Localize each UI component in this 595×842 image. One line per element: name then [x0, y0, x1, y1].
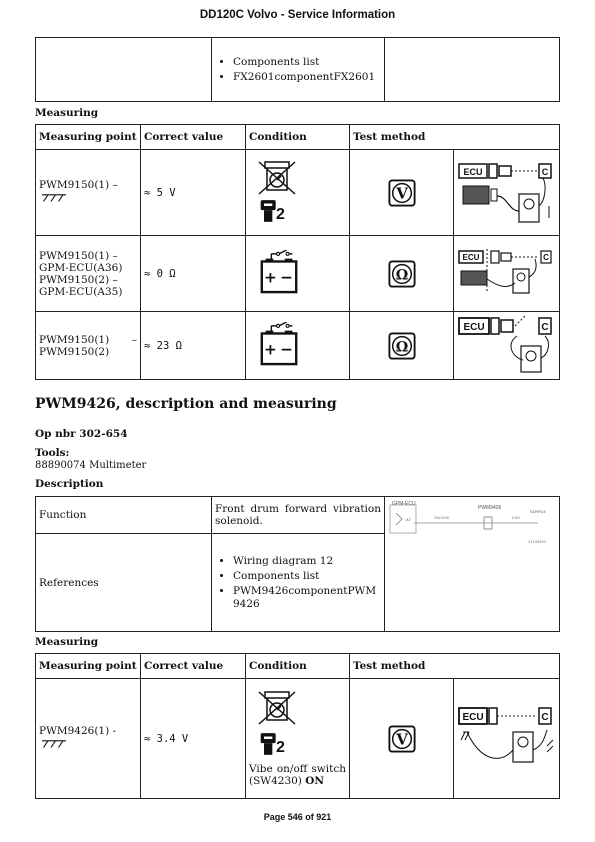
- engine-off-icon: [257, 160, 297, 196]
- measuring-point: PWM9150(1) – GPM-ECU(A36) PWM9150(2) – GPM-ECU(A35): [36, 236, 141, 312]
- svg-text:C: C: [543, 253, 549, 262]
- svg-text:GPM-ECU: GPM-ECU: [392, 501, 416, 507]
- function-value: Front drum forward vibration solenoid.: [212, 497, 385, 534]
- test-method-cell: [350, 312, 454, 380]
- references-cell: [212, 534, 385, 632]
- column-header: Test method: [350, 654, 560, 679]
- svg-text:ECU: ECU: [462, 712, 484, 723]
- table-row: [36, 236, 560, 312]
- diagram-cell: [385, 38, 560, 102]
- svg-text:S1RFG4: S1RFG4: [530, 509, 546, 514]
- measuring-table-2: [35, 653, 560, 799]
- correct-value: ≈ 5 V: [141, 150, 246, 236]
- column-header: Condition: [246, 654, 350, 679]
- reference-item: • PWM9426componentPWM 9426: [233, 585, 381, 611]
- test-method-cell: [350, 236, 454, 312]
- empty-cell: [36, 38, 212, 102]
- condition-cell: [246, 679, 350, 799]
- svg-text:ECU: ECU: [462, 253, 480, 262]
- column-header: Correct value: [141, 654, 246, 679]
- condition-cell: [246, 312, 350, 380]
- page-header: DD120C Volvo - Service Information: [199, 9, 396, 21]
- test-setup-cell: [454, 150, 560, 236]
- svg-text:PWM9426: PWM9426: [478, 505, 502, 511]
- measuring-label: Measuring: [35, 636, 99, 648]
- ground-icon: [39, 191, 69, 203]
- svg-text:C: C: [541, 712, 549, 723]
- svg-text:V1159493: V1159493: [528, 539, 546, 544]
- condition-text: Vibe on/off switch (SW4230) ON: [249, 763, 346, 787]
- condition-cell: [246, 236, 350, 312]
- measuring-point: PWM9150(1) –: [36, 150, 141, 236]
- section-title: PWM9426, description and measuring: [35, 396, 337, 412]
- voltmeter-icon: [388, 725, 416, 753]
- resistance-test-setup-icon: [457, 247, 557, 297]
- references-cell: [212, 38, 385, 102]
- reference-item: • Components list: [233, 56, 381, 69]
- top-references-table: [35, 37, 560, 102]
- description-label: Description: [35, 478, 104, 490]
- svg-text:SW4230: SW4230: [434, 515, 450, 520]
- column-header: Condition: [246, 125, 350, 150]
- voltage-test-setup-icon: [457, 702, 557, 772]
- measuring-table-1: [35, 124, 560, 380]
- page-number: Page 546 of 921: [263, 812, 332, 822]
- voltmeter-icon: [388, 179, 416, 207]
- component-resistance-setup-icon: [457, 314, 557, 374]
- ohmmeter-icon: [388, 332, 416, 360]
- table-row: [36, 497, 560, 534]
- column-header: Test method: [350, 125, 560, 150]
- svg-text:A7: A7: [406, 517, 411, 522]
- svg-text:ECU: ECU: [463, 322, 485, 333]
- battery-disconnect-icon: [257, 250, 301, 294]
- tools-label: Tools:: [35, 447, 70, 459]
- voltage-test-setup-icon: [457, 156, 557, 226]
- test-setup-cell: [454, 679, 560, 799]
- reference-item: • FX2601componentFX2601: [233, 71, 381, 84]
- svg-text:ES8: ES8: [512, 515, 520, 520]
- key-position: 2: [276, 739, 285, 756]
- references-label: References: [36, 534, 212, 632]
- svg-text:C: C: [541, 167, 549, 177]
- ohmmeter-icon: [388, 260, 416, 288]
- ground-icon: [39, 737, 69, 749]
- condition-cell: [246, 150, 350, 236]
- test-setup-cell: [454, 236, 560, 312]
- svg-text:C: C: [541, 322, 549, 333]
- measuring-point: PWM9426(1) -: [36, 679, 141, 799]
- column-header: Measuring point: [36, 654, 141, 679]
- svg-text:ECU: ECU: [463, 167, 483, 177]
- test-setup-cell: [454, 312, 560, 380]
- function-label: Function: [36, 497, 212, 534]
- battery-disconnect-icon: [257, 322, 301, 366]
- table-row: [36, 150, 560, 236]
- key-position: 2: [276, 205, 285, 223]
- tool-item: 88890074 Multimeter: [35, 460, 147, 471]
- engine-off-icon: [257, 690, 297, 726]
- measuring-label: Measuring: [35, 107, 99, 119]
- table-row: [36, 679, 560, 799]
- op-number: Op nbr 302-654: [35, 428, 128, 440]
- measuring-point: PWM9150(1) – PWM9150(2): [36, 312, 141, 380]
- correct-value: ≈ 0 Ω: [141, 236, 246, 312]
- column-header: Correct value: [141, 125, 246, 150]
- correct-value: ≈ 23 Ω: [141, 312, 246, 380]
- reference-item: • Wiring diagram 12: [233, 555, 381, 568]
- description-table: [35, 496, 560, 632]
- wiring-diagram-cell: [385, 497, 560, 632]
- reference-item: • Components list: [233, 570, 381, 583]
- table-row: [36, 312, 560, 380]
- wiring-diagram-image: [388, 499, 556, 549]
- test-method-cell: [350, 150, 454, 236]
- correct-value: ≈ 3.4 V: [141, 679, 246, 799]
- column-header: Measuring point: [36, 125, 141, 150]
- test-method-cell: [350, 679, 454, 799]
